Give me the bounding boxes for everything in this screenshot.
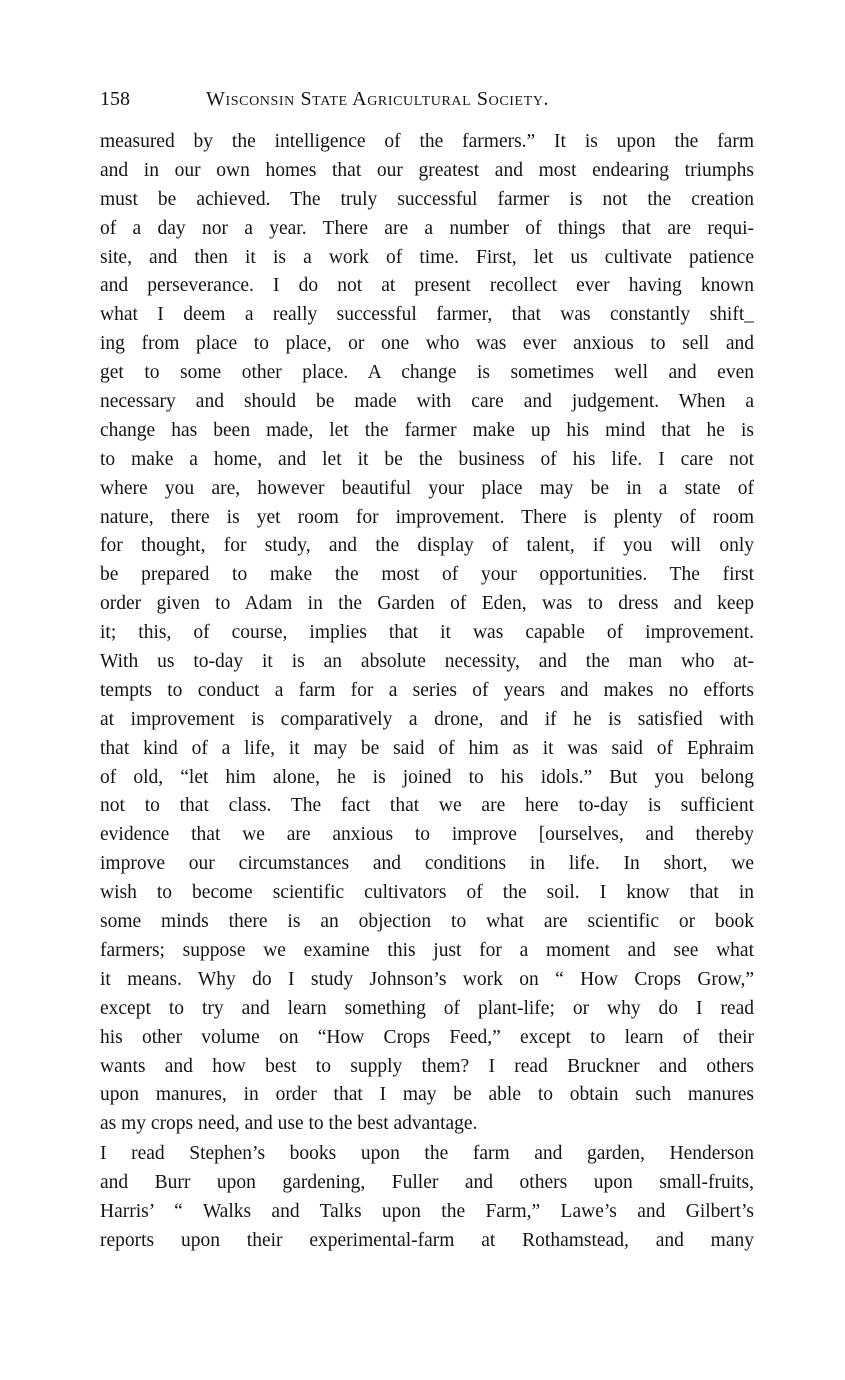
text-line: measured by the intelligence of the farmers.” It is upon the farm [100, 131, 754, 152]
text-line: wish to become scientific cultivators of the soil. I know that in [100, 882, 754, 904]
text-line: farmers; suppose we examine this just for a moment and see what [100, 939, 754, 961]
running-head [100, 88, 754, 128]
text-line: and perseverance. I do not at present recollect ever having known [100, 275, 754, 297]
text-line: I read Stephen’s books upon the farm and garden, Henderson [100, 1143, 754, 1165]
text-line: for thought, for study, and the display of talent, if you will only [100, 535, 754, 557]
text-line: some minds there is an objection to what are scientific or book [100, 911, 754, 933]
text-line: improve our circumstances and conditions in life. In short, we [100, 853, 754, 875]
text-line: wants and how best to supply them? I read Bruckner and others [100, 1055, 754, 1077]
text-line: to make a home, and let it be the business of his life. I care not [100, 448, 754, 470]
text-line: order given to Adam in the Garden of Eden, was to dress and keep [100, 593, 754, 615]
page-number: 158 [100, 88, 130, 110]
text-line: and in our own homes that our greatest and most endearing triumphs [100, 159, 754, 181]
running-title: Wisconsin State Agricultural Society. [206, 88, 550, 110]
text-line: ing from place to place, or one who was ever anxious to sell and [100, 333, 754, 355]
text-line: site, and then it is a work of time. First, let us cultivate patience [100, 246, 754, 268]
text-line: what I deem a really successful farmer, that was constantly shift_ [100, 304, 754, 326]
paragraph-2 [100, 1140, 754, 1256]
text-line: Harris’ “ Walks and Talks upon the Farm,” Lawe’s and Gilbert’s [100, 1200, 754, 1222]
text-line: as my crops need, and use to the best advantage. [100, 1113, 478, 1135]
text-line: it; this, of course, implies that it was capable of improvement. [100, 622, 754, 644]
text-line: that kind of a life, it may be said of him as it was said of Ephraim [100, 737, 754, 759]
text-line: of old, “let him alone, he is joined to his idols.” But you belong [100, 766, 754, 788]
text-line: tempts to conduct a farm for a series of years and makes no efforts [100, 679, 754, 701]
text-line: evidence that we are anxious to improve [ourselves, and thereby [100, 824, 754, 846]
text-line: change has been made, let the farmer make up his mind that he is [100, 419, 754, 441]
text-line: where you are, however beautiful your place may be in a state of [100, 477, 754, 499]
paragraph-1 [100, 128, 754, 1139]
text-line: reports upon their experimental-farm at Rothamstead, and many [100, 1229, 754, 1251]
text-line: nature, there is yet room for improvement. There is plenty of room [100, 506, 754, 528]
text-line: must be achieved. The truly successful farmer is not the creation [100, 188, 754, 210]
text-line: not to that class. The fact that we are here to-day is sufficient [100, 795, 754, 817]
text-line: and Burr upon gardening, Fuller and others upon small-fruits, [100, 1172, 754, 1194]
text-line: get to some other place. A change is sometimes well and even [100, 362, 754, 384]
text-line: of a day nor a year. There are a number of things that are requi- [100, 217, 754, 239]
text-line: at improvement is comparatively a drone, and if he is satisfied with [100, 708, 754, 730]
text-line: be prepared to make the most of your opportunities. The first [100, 564, 754, 586]
text-line: necessary and should be made with care and judgement. When a [100, 391, 754, 413]
text-line: his other volume on “How Crops Feed,” except to learn of their [100, 1026, 754, 1048]
book-page [100, 88, 754, 1256]
text-line: With us to-day it is an absolute necessity, and the man who at- [100, 651, 754, 673]
text-line: it means. Why do I study Johnson’s work on “ How Crops Grow,” [100, 968, 754, 990]
text-line: except to try and learn something of plant-life; or why do I read [100, 997, 754, 1019]
text-line: upon manures, in order that I may be able to obtain such manures [100, 1084, 754, 1106]
